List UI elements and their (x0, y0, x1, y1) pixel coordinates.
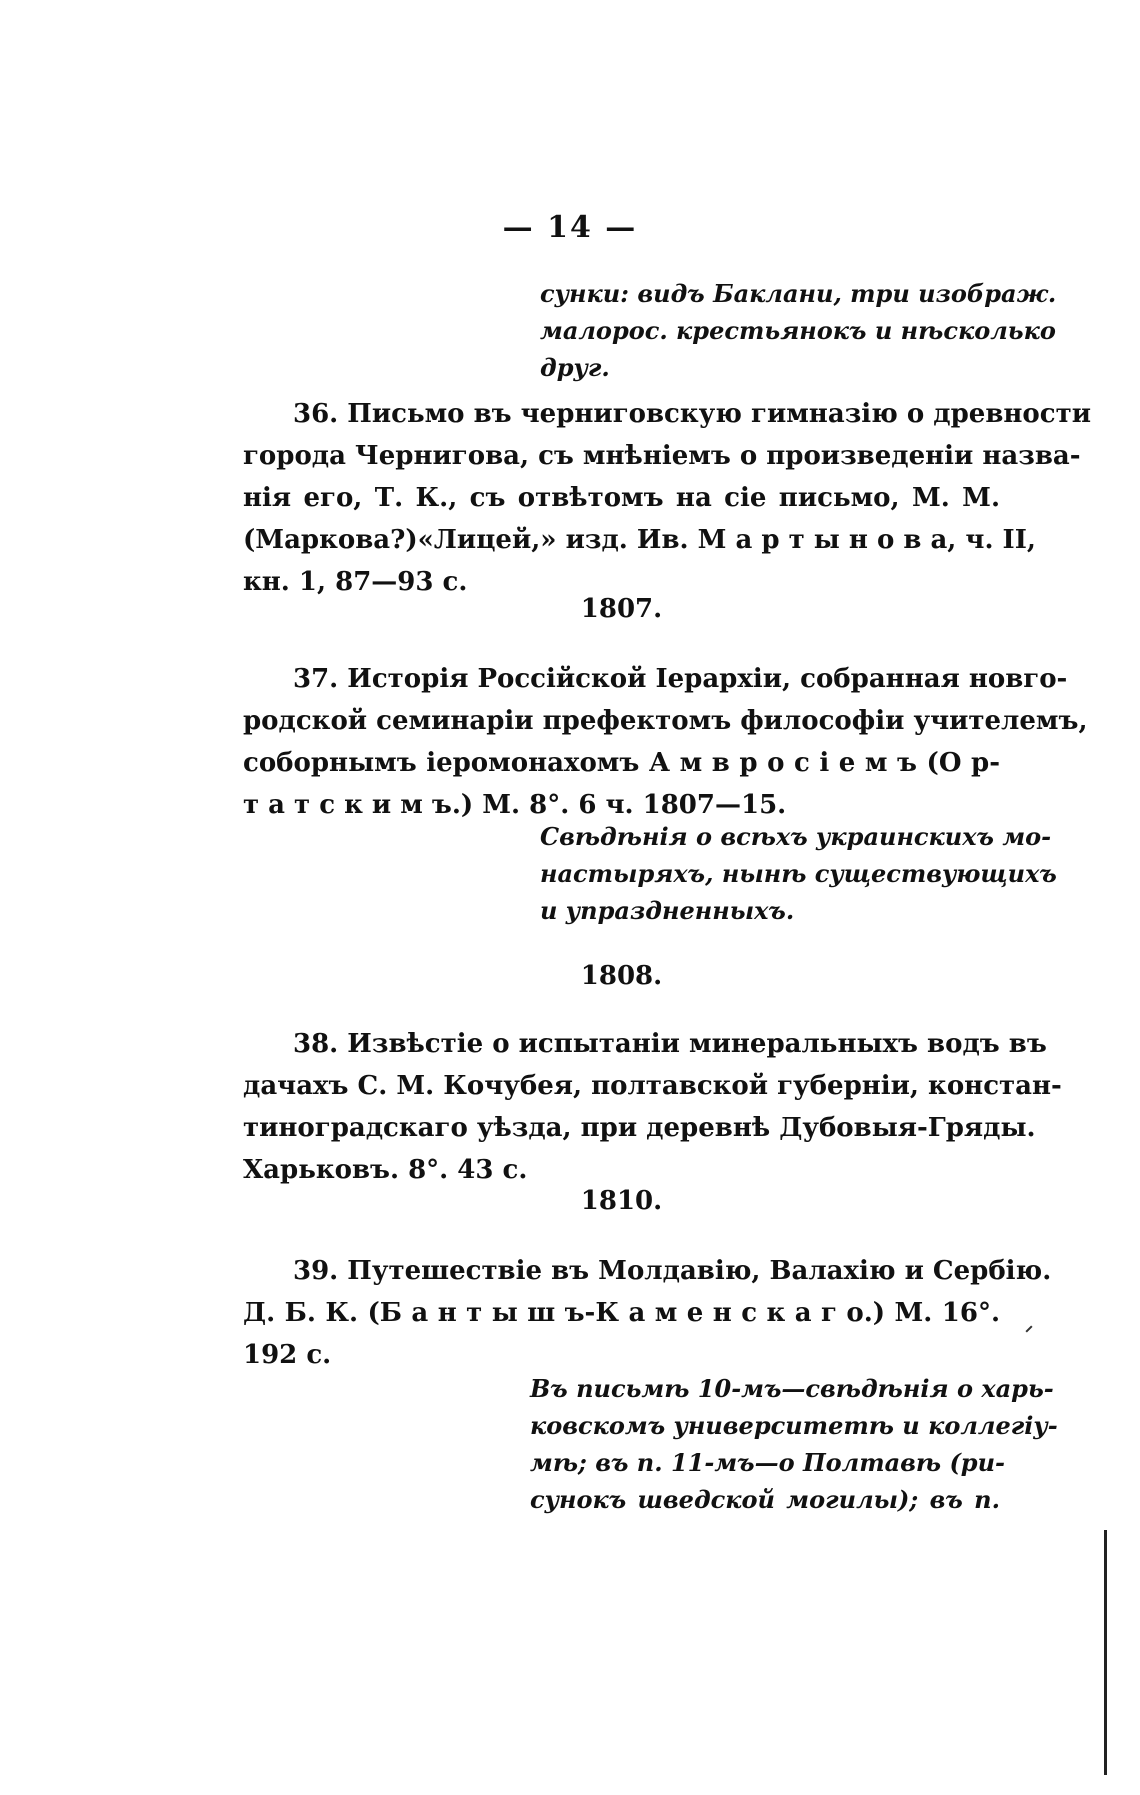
entry-line: города Чернигова, съ мнѣніемъ о произведеніи назва- (243, 441, 1081, 471)
entry-line: Д. Б. К. (Б а н т ы ш ъ-К а м е н с к а г о.) М. 16°. (243, 1298, 1000, 1328)
note-line: мѣ; въ п. 11-мъ—о Полтавѣ (ри- (530, 1448, 1005, 1477)
year-heading: 1807. (580, 594, 663, 624)
entry-line: 192 с. (243, 1340, 332, 1370)
note-line: Въ письмѣ 10-мъ—свѣдѣнія о харь- (530, 1374, 1054, 1403)
year-heading: 1808. (580, 961, 663, 991)
note-top-line: малорос. крестьянокъ и нѣсколько (540, 316, 1056, 345)
entry-line: 36. Письмо въ черниговскую гимназію о древности (293, 399, 1091, 429)
entry-line: нія его, Т. К., съ отвѣтомъ на сіе письмо, М. М. (243, 483, 1000, 513)
page-number: — 14 — (502, 210, 638, 245)
entry-line: соборнымъ іеромонахомъ А м в р о с і е м ъ (О р- (243, 748, 1000, 778)
year-heading-1808 (243, 955, 1000, 997)
year-heading-1807 (243, 588, 1000, 630)
note-top (540, 275, 1057, 386)
year-heading-1810 (243, 1180, 1000, 1222)
entry-39 (243, 1250, 1052, 1376)
note-line: и упраздненныхъ. (540, 896, 795, 925)
entry-line: 38. Извѣстіе о испытаніи минеральныхъ водъ въ (293, 1029, 1047, 1059)
note-line: ковскомъ университетѣ и коллегіу- (530, 1411, 1058, 1440)
entry-line: 39. Путешествіе въ Молдавію, Валахію и Сербію. (293, 1256, 1052, 1286)
entry-line: (Маркова?)«Лицей,» изд. Ив. М а р т ы н о в а, ч. II, (243, 525, 1036, 555)
ink-mark (1025, 1325, 1032, 1332)
note-37 (540, 818, 1057, 929)
entry-line: тиноградскаго уѣзда, при деревнѣ Дубовыя-Гряды. (243, 1113, 1036, 1143)
entry-line: 37. Исторія Россійской Іерархіи, собранная новго- (293, 664, 1068, 694)
year-heading: 1810. (580, 1186, 663, 1216)
entry-38 (243, 1023, 1062, 1191)
entry-line: родской семинаріи префектомъ философіи учителемъ, (243, 706, 1088, 736)
entry-line: Харьковъ. 8°. 43 с. (243, 1155, 528, 1185)
note-39 (530, 1370, 1058, 1518)
note-top-line: друг. (540, 353, 610, 382)
page-edge-shadow (1104, 1530, 1107, 1775)
note-line: сунокъ шведской могилы); въ п. (530, 1485, 1000, 1514)
entry-line: дачахъ С. М. Кочубея, полтавской губерніи, констан- (243, 1071, 1062, 1101)
entry-36 (243, 393, 1091, 603)
note-line: настыряхъ, нынѣ существующихъ (540, 859, 1057, 888)
note-line: Свѣдѣнія о всѣхъ украинскихъ мо- (540, 822, 1052, 851)
entry-line: т а т с к и м ъ.) М. 8°. 6 ч. 1807—15. (243, 790, 787, 820)
entry-37 (243, 658, 1088, 826)
note-top-line: сунки: видъ Баклани, три изображ. (540, 279, 1057, 308)
entry-line: кн. 1, 87—93 с. (243, 567, 468, 597)
